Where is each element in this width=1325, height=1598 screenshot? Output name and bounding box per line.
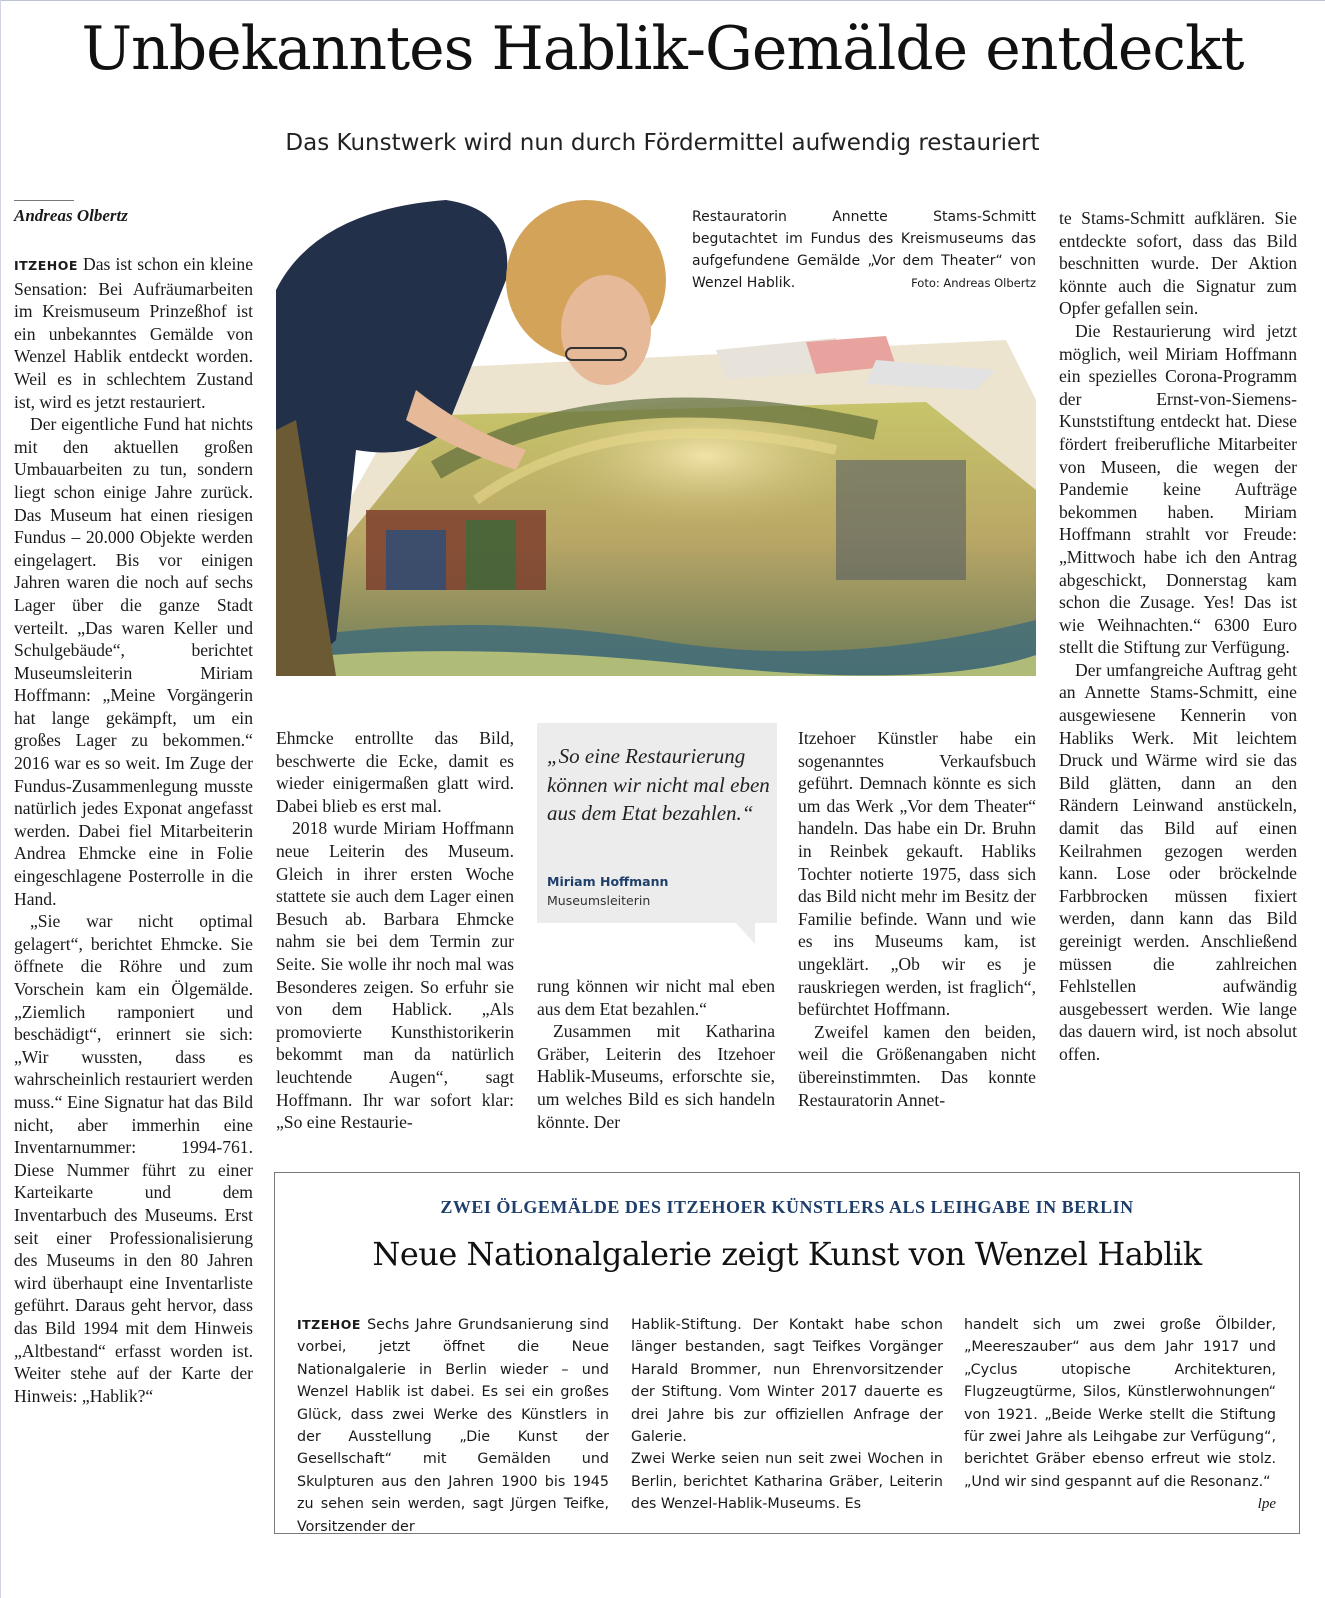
paragraph: Die Restaurierung wird jetzt möglich, weil Miriam Hoffmann ein spezielles Corona-Programm der Ernst-von-Siemens-Kunststiftung entdeckt hat. Diese fördert freiberufliche Mitarbeiter von Museen, die wegen der Pandemie keine Aufträge bekommen haben. Miriam Hoffmann strahlt vor Freude: „Mittwoch habe ich den Antrag abgeschickt, Donnerstag kam schon die Zusage. Yes! Das ist wie Weihnachten.“ 6300 Euro stellt die Stiftung zur Verfügung. xyxy=(1059,320,1297,658)
paragraph: „Sie war nicht optimal gelagert“, berichtet Ehmcke. Sie öffnete die Röhre und zum Vorschein kam ein Ölgemälde. „Ziemlich ramponiert und beschädigt“, erinnert sie sich: „Wir wussten, dass es wahrscheinlich restauriert werden muss.“ Eine Signatur hat das Bild nicht, aber immerhin eine Inventarnummer: 1994-761. Diese Nummer führt zu einer Karteikarte und dem Inventarbuch des Museums. Erst seit einer Professionalisierung des Museums in den 80 Jahren wird überhaupt eine Inventarliste geführt. Daraus geht hervor, dass das Bild 1994 mit dem Hinweis „Altbestand“ erfasst worden ist. Weiter stehe auf der Karte der Hinweis: „Hablik?“ xyxy=(14,911,253,1406)
article-column-3 xyxy=(537,975,775,1133)
sidebar-column-1 xyxy=(297,1314,609,1538)
photo-caption xyxy=(692,206,1036,294)
article-column-5 xyxy=(1059,207,1297,1066)
article-column-2 xyxy=(276,727,514,1134)
paragraph: Zusammen mit Katharina Gräber, Leiterin des Itzehoer Hablik-Museums, erforschte sie, um welches Bild es sich handeln könnte. Der xyxy=(537,1021,775,1132)
sidebar-signature: lpe xyxy=(1257,1496,1276,1513)
sidebar-kicker: ZWEI ÖLGEMÄLDE DES ITZEHOER KÜNSTLERS ALS LEIHGABE IN BERLIN xyxy=(440,1197,1134,1217)
caption-text: Restauratorin Annette Stams-Schmitt begutachtet im Fundus des Kreismuseums das aufgefundene Gemälde „Vor dem Theater“ von Wenzel Hablik. xyxy=(692,209,1036,291)
pull-quote-name: Miriam Hoffmann xyxy=(547,874,669,889)
photo-credit: Foto: Andreas Olbertz xyxy=(911,276,1036,290)
paragraph-text: Das ist schon ein kleine Sensation: Bei Aufräumarbeiten im Kreismuseum Prinzeßhof ist ein unbekanntes Gemälde von Wenzel Hablik entdeckt worden. Weil es in schlechtem Zustand ist, wird es jetzt restauriert. xyxy=(14,254,254,412)
dateline: ITZEHOE xyxy=(14,258,78,273)
paragraph: Ehmcke entrollte das Bild, beschwerte die Ecke, damit es wieder einigermaßen glatt wird. Dabei blieb es erst mal. xyxy=(276,728,514,816)
sidebar-column-2 xyxy=(631,1314,943,1516)
sidebar-title: Neue Nationalgalerie zeigt Kunst von Wenzel Hablik xyxy=(372,1235,1202,1273)
paragraph xyxy=(297,1314,609,1538)
top-rule xyxy=(0,0,1325,1)
paragraph: Der umfangreiche Auftrag geht an Annette Stams-Schmitt, eine ausgewiesene Kennerin von Habliks Werk. Mit leichtem Druck und Wärme wird sie das Bild glätten, dann an den Rändern Leinwand anstückeln, damit das Bild auf einen Keilrahmen gezogen werden kann. Lose oder bröckelnde Farbbrocken müssen fixiert werden, dann kann das Bild gereinigt werden. Anschließend müssen die zahlreichen Fehlstellen aufwändig ausgebessert werden. Wie lange das dauern wird, ist noch absolut offen. xyxy=(1059,659,1297,1064)
article-column-1 xyxy=(14,253,253,1407)
paragraph: Zwei Werke seien nun seit zwei Wochen in Berlin, berichtet Katharina Gräber, Leiterin des Wenzel-Hablik-Museums. Es xyxy=(631,1451,943,1513)
paragraph-text: handelt sich um zwei große Ölbilder, „Meereszauber“ aus dem Jahr 1917 und „Cyclus utopische Architekturen, Flugzeugtürme, Silos, Künstlerwohnungen“ von 1921. „Beide Werke stellt die Stiftung für zwei Jahre als Leihgabe zur Verfügung“, berichtet Gräber ebenso erfreut wie stolz. „Und wir sind gespannt auf die Resonanz.“ xyxy=(964,1317,1276,1490)
paragraph: 2018 wurde Miriam Hoffmann neue Leiterin des Museum. Gleich in ihrer ersten Woche stattete sie auch dem Lager einen Besuch ab. Barbara Ehmcke nahm sie bei dem Termin zur Seite. Sie wolle ihr noch mal was Besonderes zeigen. So erfuhr sie von dem Hablick. „Als promovierte Kunsthistorikerin bekommt man da natürlich leuchtende Augen“, sagt Hoffmann. Ihr war sofort klar: „So eine Restaurie- xyxy=(276,818,514,1133)
paragraph: te Stams-Schmitt aufklären. Sie entdeckte sofort, dass das Bild beschnitten wurde. Der Aktion könnte auch die Signatur zum Opfer gefallen sein. xyxy=(1059,208,1297,319)
author-rule xyxy=(14,200,74,201)
pull-quote-role: Museumsleiterin xyxy=(547,893,651,908)
pull-quote-text: „So eine Restaurierung können wir nicht mal eben aus dem Etat bezahlen.“ xyxy=(547,744,770,825)
sidebar-column-3 xyxy=(964,1314,1276,1516)
paragraph-text: Sechs Jahre Grundsanierung sind vorbei, jetzt öffnet die Neue Nationalgalerie in Berlin wieder – und Wenzel Hablik ist dabei. Es sei ein großes Glück, dass zwei Werke des Künstlers in der Ausstellung „Die Kunst der Gesellschaft“ mit Gemälden und Skulpturen aus den Jahren 1900 bis 1945 zu sehen sein werden, sagt Jürgen Teifke, Vorsitzender der xyxy=(297,1317,609,1535)
article-column-4 xyxy=(798,727,1036,1111)
subheadline: Das Kunstwerk wird nun durch Fördermittel aufwendig restauriert xyxy=(285,130,1040,156)
paragraph: Zweifel kamen den beiden, weil die Größenangaben nicht übereinstimmten. Das konnte Restauratorin Annet- xyxy=(798,1021,1036,1110)
headline: Unbekanntes Hablik-Gemälde entdeckt xyxy=(81,14,1244,84)
paragraph: rung können wir nicht mal eben aus dem Etat bezahlen.“ xyxy=(537,976,775,1019)
paragraph xyxy=(964,1314,1276,1513)
paragraph: Itzehoer Künstler habe ein sogenanntes Verkaufsbuch geführt. Demnach könnte es sich um das Werk „Vor dem Theater“ handeln. Das habe ein Dr. Bruhn in Reinbek gekauft. Habliks Tochter notierte 1975, dass sich das Bild nicht mehr im Besitz der Familie befinde. Wann und wie es ins Museums kam, ist ungeklärt. „Ob wir es je rauskriegen werden, ist fraglich“, befürchtet Hoffmann. xyxy=(798,728,1036,1020)
paragraph xyxy=(14,253,253,413)
pull-quote-tail xyxy=(735,922,755,944)
sidebar-dateline: ITZEHOE xyxy=(297,1317,361,1332)
left-rule xyxy=(0,0,1,1598)
paragraph: Hablik-Stiftung. Der Kontakt habe schon länger bestanden, sagt Teifkes Vorgänger Harald Brommer, nun Ehrenvorsitzender der Stiftung. Vom Winter 2017 dauerte es drei Jahre bis zur offiziellen Anfrage der Galerie. xyxy=(631,1317,943,1446)
author-byline: Andreas Olbertz xyxy=(14,206,128,225)
paragraph: Der eigentliche Fund hat nichts mit den aktuellen großen Umbauarbeiten zu tun, sondern liegt schon einige Jahre zurück. Das Museum hat einen riesigen Fundus – 20.000 Objekte werden eingelagert. Bis vor einigen Jahren waren die noch auf sechs Lager über die ganze Stadt verteilt. „Das waren Keller und Schulgebäude“, berichtet Museumsleiterin Miriam Hoffmann: „Meine Vorgängerin hat lange gekämpft, um ein großes Lager zu bekommen.“ 2016 war es so weit. Im Zuge der Fundus-Zusammenlegung musste natürlich jedes Exponat angefasst werden. Dabei fiel Mitarbeiterin Andrea Ehmcke eine in Folie eingeschlagene Posterrolle in die Hand. xyxy=(14,414,253,909)
